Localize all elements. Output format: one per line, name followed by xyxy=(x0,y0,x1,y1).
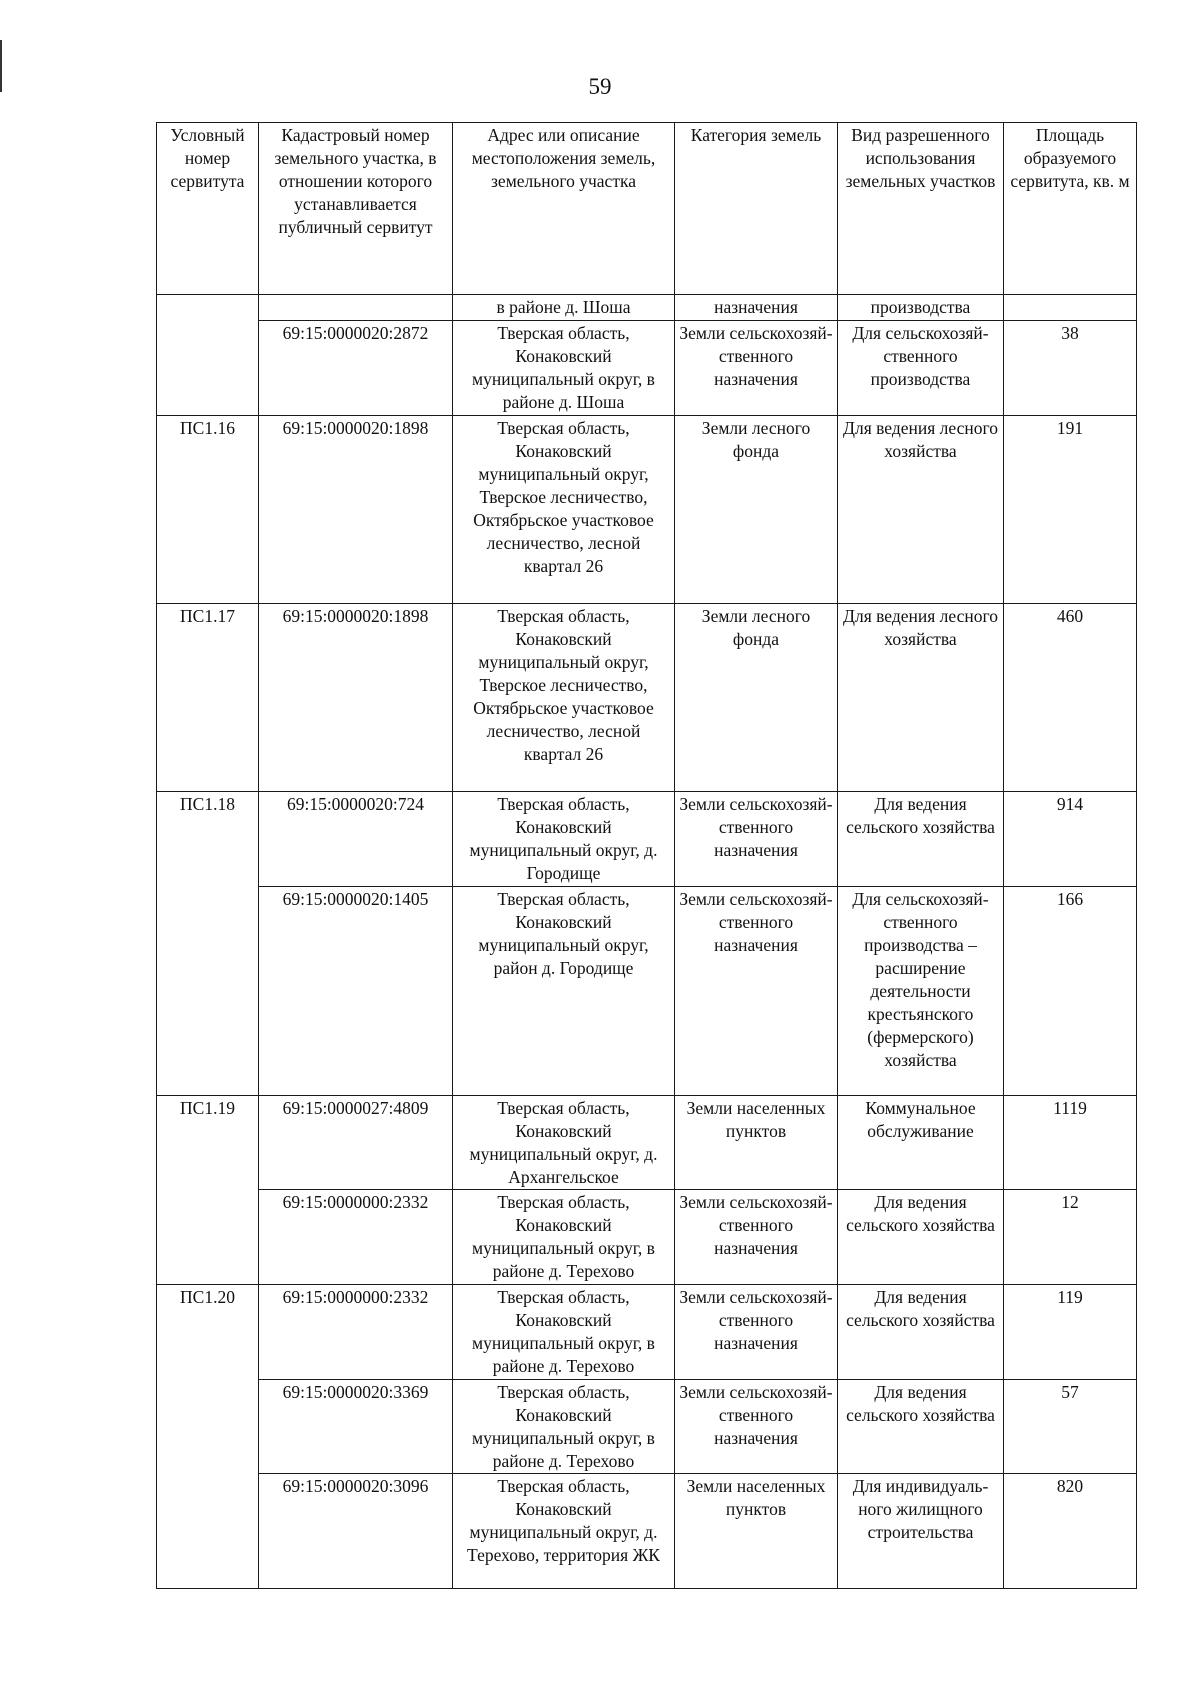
servitude-number-cell: ПС1.17 xyxy=(157,603,259,791)
land-category-cell: Земли сельскохозяй-ственного назначения xyxy=(675,1190,838,1285)
table-row xyxy=(157,603,1137,791)
permitted-use-cell: Для ведения сельского хозяйства xyxy=(838,1190,1004,1285)
address-cell: Тверская область, Конаковский муниципальный округ, район д. Городище xyxy=(453,886,675,1095)
table-row xyxy=(157,295,1137,321)
permitted-use-cell: Для ведения сельского хозяйства xyxy=(838,792,1004,887)
land-category-cell: Земли населенных пунктов xyxy=(675,1474,838,1589)
area-cell: 38 xyxy=(1004,321,1137,416)
cadastral-number-cell: 69:15:0000020:724 xyxy=(259,792,453,887)
area-cell: 119 xyxy=(1004,1285,1137,1380)
permitted-use-cell: Для ведения сельского хозяйства xyxy=(838,1379,1004,1474)
permitted-use-cell: Для сельскохозяй-ственного производства – расширение деятельности крестьянского (фермерского) хозяйства xyxy=(838,886,1004,1095)
area-cell: 820 xyxy=(1004,1474,1137,1589)
servitude-number-cell: ПС1.18 xyxy=(157,792,259,1096)
land-category-cell: Земли сельскохозяй-ственного назначения xyxy=(675,1379,838,1474)
cadastral-number-cell xyxy=(259,295,453,321)
servitude-table xyxy=(156,122,1137,1589)
table-row xyxy=(157,1190,1137,1285)
land-category-cell: Земли сельскохозяй-ственного назначения xyxy=(675,886,838,1095)
permitted-use-cell: Для индивидуаль-ного жилищного строительства xyxy=(838,1474,1004,1589)
address-cell: Тверская область, Конаковский муниципальный округ, д. Терехово, территория ЖК xyxy=(453,1474,675,1589)
header-servitude-number: Условный номер сервитута xyxy=(157,123,259,295)
cadastral-number-cell: 69:15:0000020:3096 xyxy=(259,1474,453,1589)
table-row xyxy=(157,1474,1137,1589)
header-area: Площадь образуемого сервитута, кв. м xyxy=(1004,123,1137,295)
header-address: Адрес или описание местоположения земель, земельного участка xyxy=(453,123,675,295)
permitted-use-cell: Для ведения сельского хозяйства xyxy=(838,1285,1004,1380)
address-cell: Тверская область, Конаковский муниципальный округ, в районе д. Терехово xyxy=(453,1379,675,1474)
area-cell: 166 xyxy=(1004,886,1137,1095)
address-cell: в районе д. Шоша xyxy=(453,295,675,321)
cadastral-number-cell: 69:15:0000000:2332 xyxy=(259,1285,453,1380)
address-cell: Тверская область, Конаковский муниципальный округ, в районе д. Терехово xyxy=(453,1285,675,1380)
cadastral-number-cell: 69:15:0000020:1898 xyxy=(259,603,453,791)
table-row xyxy=(157,1285,1137,1380)
area-cell: 57 xyxy=(1004,1379,1137,1474)
area-cell xyxy=(1004,295,1137,321)
area-cell: 460 xyxy=(1004,603,1137,791)
address-cell: Тверская область, Конаковский муниципальный округ, в районе д. Терехово xyxy=(453,1190,675,1285)
table-header-row xyxy=(157,123,1137,295)
land-category-cell: Земли лесного фонда xyxy=(675,603,838,791)
table-row xyxy=(157,321,1137,416)
address-cell: Тверская область, Конаковский муниципальный округ, Тверское лесничество, Октябрьское участковое лесничество, лесной квартал 26 xyxy=(453,415,675,603)
servitude-number-cell: ПС1.20 xyxy=(157,1285,259,1589)
land-category-cell: Земли сельскохозяй-ственного назначения xyxy=(675,1285,838,1380)
permitted-use-cell: Для ведения лесного хозяйства xyxy=(838,603,1004,791)
table-row xyxy=(157,1379,1137,1474)
address-cell: Тверская область, Конаковский муниципальный округ, д. Городище xyxy=(453,792,675,887)
cadastral-number-cell: 69:15:0000020:3369 xyxy=(259,1379,453,1474)
servitude-number-cell: ПС1.19 xyxy=(157,1095,259,1284)
land-category-cell: Земли сельскохозяй-ственного назначения xyxy=(675,321,838,416)
permitted-use-cell: производства xyxy=(838,295,1004,321)
land-category-cell: Земли населенных пунктов xyxy=(675,1095,838,1190)
cadastral-number-cell: 69:15:0000020:1898 xyxy=(259,415,453,603)
header-permitted-use: Вид разрешенного использования земельных участков xyxy=(838,123,1004,295)
table-row xyxy=(157,415,1137,603)
area-cell: 191 xyxy=(1004,415,1137,603)
page-number: 59 xyxy=(588,74,612,99)
servitude-number-cell xyxy=(157,295,259,416)
area-cell: 12 xyxy=(1004,1190,1137,1285)
header-land-category: Категория земель xyxy=(675,123,838,295)
address-cell: Тверская область, Конаковский муниципальный округ, в районе д. Шоша xyxy=(453,321,675,416)
servitude-number-cell: ПС1.16 xyxy=(157,415,259,603)
cadastral-number-cell: 69:15:0000027:4809 xyxy=(259,1095,453,1190)
address-cell: Тверская область, Конаковский муниципальный округ, Тверское лесничество, Октябрьское участковое лесничество, лесной квартал 26 xyxy=(453,603,675,791)
address-cell: Тверская область, Конаковский муниципальный округ, д. Архангельское xyxy=(453,1095,675,1190)
header-cadastral-number: Кадастровый номер земельного участка, в отношении которого устанавливается публичный сервитут xyxy=(259,123,453,295)
table-row xyxy=(157,792,1137,887)
land-category-cell: Земли сельскохозяй-ственного назначения xyxy=(675,792,838,887)
permitted-use-cell: Для сельскохозяй-ственного производства xyxy=(838,321,1004,416)
area-cell: 914 xyxy=(1004,792,1137,887)
table-row xyxy=(157,886,1137,1095)
land-category-cell: Земли лесного фонда xyxy=(675,415,838,603)
table-row xyxy=(157,1095,1137,1190)
cadastral-number-cell: 69:15:0000000:2332 xyxy=(259,1190,453,1285)
area-cell: 1119 xyxy=(1004,1095,1137,1190)
permitted-use-cell: Для ведения лесного хозяйства xyxy=(838,415,1004,603)
land-category-cell: назначения xyxy=(675,295,838,321)
permitted-use-cell: Коммунальное обслуживание xyxy=(838,1095,1004,1190)
cadastral-number-cell: 69:15:0000020:2872 xyxy=(259,321,453,416)
cadastral-number-cell: 69:15:0000020:1405 xyxy=(259,886,453,1095)
